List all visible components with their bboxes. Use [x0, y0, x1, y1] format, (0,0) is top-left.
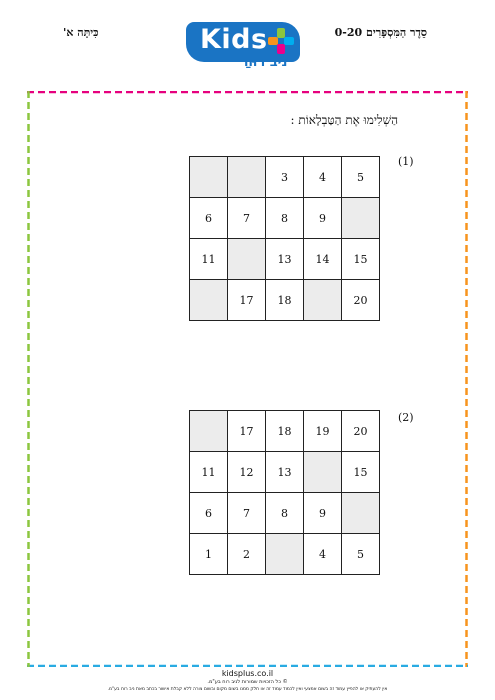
header-grade: כִּיתָּה א' [63, 26, 99, 39]
number-cell: 19 [304, 411, 342, 452]
footer-url[interactable]: kidsplus.co.il [221, 669, 274, 678]
number-cell: 5 [342, 534, 380, 575]
table-row [190, 157, 380, 198]
table-row [190, 534, 380, 575]
logo-subtitle: ניב רוּחַ [244, 55, 288, 70]
table-row [190, 198, 380, 239]
table-row [190, 239, 380, 280]
footer-legal: אין להעתיק או להפיץ עמוד זה בשום אמצעי ואין לכמוד עמוד זה או חלק ממנו בשום מקום ובשום צורה ללא קבלת אישור בכתב מאת ניב רוח בע"מ. [107, 687, 388, 692]
header-title: סֵדֶר הַמִּסְפָּרִים 0-20 [334, 26, 427, 39]
blank-cell[interactable] [342, 493, 380, 534]
number-cell: 17 [228, 411, 266, 452]
exercise-2-label: (2) [398, 411, 414, 424]
exercise-1-label: (1) [398, 155, 414, 168]
blank-cell[interactable] [190, 411, 228, 452]
number-cell: 20 [342, 280, 380, 321]
blank-cell[interactable] [266, 534, 304, 575]
table-row [190, 280, 380, 321]
blank-cell[interactable] [304, 452, 342, 493]
number-cell: 15 [342, 452, 380, 493]
number-cell: 20 [342, 411, 380, 452]
number-table-2 [189, 410, 380, 575]
number-cell: 7 [228, 198, 266, 239]
number-cell: 12 [228, 452, 266, 493]
blank-cell[interactable] [228, 157, 266, 198]
number-cell: 4 [304, 534, 342, 575]
number-cell: 13 [266, 452, 304, 493]
number-cell: 6 [190, 493, 228, 534]
table-row [190, 411, 380, 452]
number-cell: 4 [304, 157, 342, 198]
table-row [190, 493, 380, 534]
number-cell: 5 [342, 157, 380, 198]
number-cell: 15 [342, 239, 380, 280]
blank-cell[interactable] [228, 239, 266, 280]
kids-logo [186, 22, 310, 70]
blank-cell[interactable] [342, 198, 380, 239]
number-cell: 2 [228, 534, 266, 575]
number-cell: 8 [266, 198, 304, 239]
number-cell: 18 [266, 411, 304, 452]
instructions: הַשְׁלִימוּ אֶת הַטַּבְלָאוֹת : [290, 113, 398, 127]
footer-copyright: © כל הזכויות שמורות לניב רוח בע"מ. [207, 679, 288, 685]
blank-cell[interactable] [190, 157, 228, 198]
number-cell: 17 [228, 280, 266, 321]
number-cell: 13 [266, 239, 304, 280]
number-cell: 7 [228, 493, 266, 534]
number-cell: 3 [266, 157, 304, 198]
number-cell: 11 [190, 452, 228, 493]
number-table-1 [189, 156, 380, 321]
number-cell: 14 [304, 239, 342, 280]
number-cell: 1 [190, 534, 228, 575]
number-cell: 11 [190, 239, 228, 280]
number-cell: 8 [266, 493, 304, 534]
blank-cell[interactable] [304, 280, 342, 321]
number-cell: 9 [304, 198, 342, 239]
number-cell: 9 [304, 493, 342, 534]
plus-icon [268, 28, 294, 54]
logo-word: Kids [200, 24, 268, 55]
blank-cell[interactable] [190, 280, 228, 321]
table-row [190, 452, 380, 493]
number-cell: 18 [266, 280, 304, 321]
number-cell: 6 [190, 198, 228, 239]
